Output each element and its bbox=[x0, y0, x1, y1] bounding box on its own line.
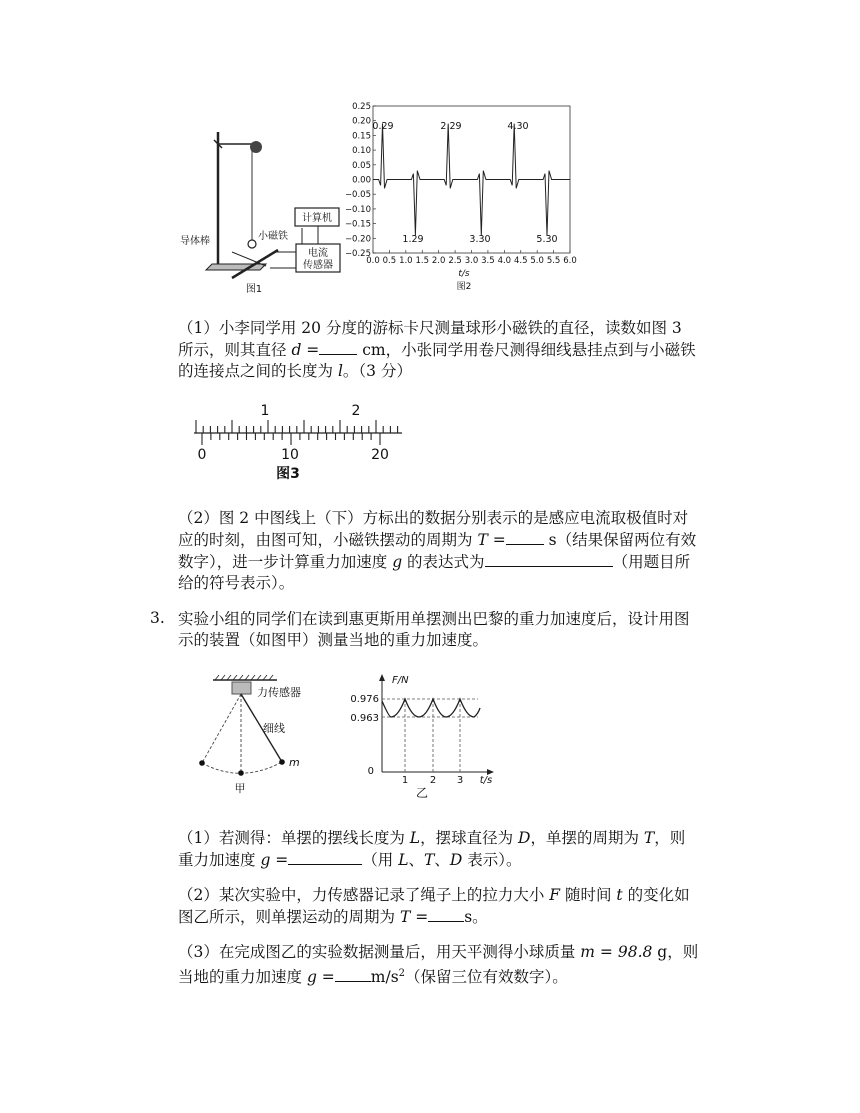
yi-xlabel: t/s bbox=[479, 775, 493, 786]
pendulum-ball-right-icon bbox=[279, 759, 285, 765]
fig2-ytick-label: 0.05 bbox=[352, 160, 371, 171]
fig2-xlabel: t/s bbox=[458, 269, 470, 279]
unit-ms: m/s bbox=[370, 968, 399, 987]
var-T-3: T bbox=[424, 851, 435, 869]
figure-3-vernier bbox=[188, 400, 408, 485]
q3-2-line2a: 图乙所示，则单摆运动的周期为 bbox=[178, 908, 400, 926]
figure-yi-caption: 乙 bbox=[415, 786, 429, 800]
figure-1-caption: 图1 bbox=[245, 284, 263, 295]
fig2-ytick-label: 0.10 bbox=[352, 146, 371, 157]
question-2-2 bbox=[178, 508, 738, 594]
q3-2-line1b: 随时间 bbox=[560, 886, 617, 904]
fig2-ytick-label: −0.15 bbox=[344, 219, 371, 230]
fig2-xtick-label: 1.0 bbox=[399, 256, 413, 266]
label-string: 细线 bbox=[263, 722, 285, 735]
q2-line1: （2）图 2 中图线上（下）方标出的数据分别表示的是感应电流取极值时对 bbox=[178, 509, 689, 527]
q3-3-line2d: （保留三位有效数字）。 bbox=[405, 968, 568, 987]
fig2-ytick-label: −0.25 bbox=[344, 249, 371, 259]
answer-blank-T[interactable] bbox=[506, 529, 544, 545]
q3-1-line2a: 重力加速度 bbox=[178, 851, 261, 869]
q2-line2c: s（结果保留两位有效 bbox=[543, 531, 697, 549]
q3-2-line1c: 的变化如 bbox=[622, 886, 690, 904]
mass-value: 98.8 bbox=[617, 943, 653, 961]
fig3-bottom-label-10: 10 bbox=[281, 447, 299, 463]
var-T: T bbox=[477, 531, 488, 549]
q3-1-line1d: ，则 bbox=[654, 829, 686, 847]
question-2-1 bbox=[178, 318, 738, 382]
q2-line2a: 应的时刻，由图可知，小磁铁摆动的周期为 bbox=[178, 531, 478, 549]
label-mass-m: m bbox=[289, 756, 300, 769]
var-L-2: L bbox=[398, 851, 409, 869]
q3-2-line2b: = bbox=[410, 908, 429, 926]
q2-line4: 给的符号表示）。 bbox=[178, 574, 295, 592]
q3-1-line1c: ，单摆的周期为 bbox=[530, 829, 644, 847]
figure-2-chart bbox=[340, 100, 585, 295]
var-l: l bbox=[337, 362, 343, 380]
fig2-xtick-label: 1.5 bbox=[415, 256, 430, 266]
q3-1-line1a: （1）若测得：单摆的摆线长度为 bbox=[178, 829, 410, 847]
fig3-top-label-2: 2 bbox=[351, 403, 361, 419]
q2-line3c: （用题目所 bbox=[612, 553, 691, 571]
answer-blank-period[interactable] bbox=[428, 906, 464, 922]
question-3-3 bbox=[178, 942, 758, 988]
fig3-bottom-label-0: 0 bbox=[197, 447, 207, 463]
var-D: D bbox=[518, 829, 531, 847]
question-3-1 bbox=[178, 828, 758, 871]
unit-exponent: 2 bbox=[398, 968, 406, 979]
fig2-ytick-label: 0.00 bbox=[352, 175, 371, 186]
q1-line2a: 所示，则其直径 bbox=[178, 341, 292, 359]
fig2-xtick-label: 2.5 bbox=[448, 256, 462, 266]
label-sensor-2: 传感器 bbox=[303, 260, 333, 271]
var-g: g bbox=[392, 553, 403, 571]
q3-1-line2b: = bbox=[270, 851, 289, 869]
label-sensor-1: 电流 bbox=[308, 248, 328, 259]
label-rod: 导体棒 bbox=[180, 236, 210, 247]
var-g-2: g bbox=[260, 851, 271, 869]
fig2-xtick-label: 3.5 bbox=[481, 256, 495, 266]
answer-blank-g-value[interactable] bbox=[335, 966, 371, 982]
var-t: t bbox=[616, 886, 623, 904]
answer-blank-g-expr[interactable] bbox=[485, 551, 613, 567]
yi-xtick-3: 3 bbox=[456, 775, 464, 786]
label-magnet: 小磁铁 bbox=[258, 231, 288, 242]
label-force-sensor: 力传感器 bbox=[257, 686, 301, 699]
peak-up-label-2: 2.29 bbox=[440, 121, 462, 132]
yi-ylabel: F/N bbox=[392, 675, 409, 686]
fig2-xtick-label: 4.5 bbox=[513, 256, 528, 266]
q3-3-line1c: g，则 bbox=[652, 943, 699, 961]
figure-jia-caption: 甲 bbox=[234, 782, 246, 795]
fig3-top-label-1: 1 bbox=[260, 403, 270, 419]
fig2-xtick-label: 6.0 bbox=[563, 256, 577, 266]
var-m: m bbox=[580, 943, 595, 961]
var-T-2: T bbox=[643, 829, 655, 847]
q3-2-line1a: （2）某次实验中，力传感器记录了绳子上的拉力大小 bbox=[178, 886, 550, 904]
fig2-ytick-label: −0.10 bbox=[344, 204, 371, 215]
var-D-2: D bbox=[449, 851, 463, 869]
q3-1-line1b: ，摆球直径为 bbox=[420, 829, 519, 847]
peak-down-label-1: 1.29 bbox=[402, 234, 424, 245]
yi-y-hi: 0.976 bbox=[350, 694, 379, 705]
q3-3-line1a: （3）在完成图乙的实验数据测量后，用天平测得小球质量 bbox=[178, 943, 581, 961]
figure-1-apparatus bbox=[170, 120, 345, 300]
figure-3-caption: 图3 bbox=[276, 466, 300, 482]
sep-2: 、 bbox=[434, 851, 450, 869]
q3-3-line2b: = bbox=[316, 968, 335, 987]
figure-2-caption: 图2 bbox=[456, 282, 472, 292]
question-3-number: 3. bbox=[150, 609, 165, 627]
fig2-ytick-label: 0.20 bbox=[352, 116, 371, 127]
var-T-4: T bbox=[399, 908, 411, 926]
q2-line3a: 数字），进一步计算重力加速度 bbox=[178, 553, 393, 571]
figure-yi-chart bbox=[340, 670, 505, 802]
question-3-stem bbox=[178, 609, 758, 651]
pendulum-ball-left-icon bbox=[199, 760, 205, 766]
fig2-xtick-label: 3.0 bbox=[464, 256, 479, 266]
sep-1: 、 bbox=[408, 851, 425, 869]
fig2-ytick-label: −0.20 bbox=[344, 234, 371, 245]
figure-jia-pendulum bbox=[195, 672, 330, 800]
force-sensor-icon bbox=[232, 682, 251, 694]
fig2-ytick-label: −0.05 bbox=[344, 190, 371, 201]
answer-blank-d[interactable] bbox=[319, 339, 357, 355]
var-g-3: g bbox=[306, 968, 317, 987]
var-F: F bbox=[549, 886, 561, 904]
fig2-xtick-label: 4.0 bbox=[497, 256, 512, 266]
fig2-xtick-label: 5.5 bbox=[546, 256, 561, 266]
yi-y-lo: 0.963 bbox=[350, 713, 379, 724]
fig2-xtick-label: 0.0 bbox=[366, 256, 380, 266]
q1-line3a: 的连接点之间的长度为 bbox=[178, 362, 338, 380]
yi-xtick-1: 1 bbox=[401, 775, 409, 786]
q3-2-line2c: s。 bbox=[464, 908, 488, 926]
q2-line2b: = bbox=[487, 531, 506, 549]
peak-down-label-3: 5.30 bbox=[536, 234, 558, 245]
pendulum-ball-center-icon bbox=[238, 770, 244, 776]
q1-line2b: = bbox=[301, 341, 320, 359]
fig2-ytick-label: 0.15 bbox=[352, 131, 371, 142]
q1-line3b: 。（3 分） bbox=[342, 362, 412, 380]
q3-1-line2d: 表示）。 bbox=[462, 851, 522, 869]
var-L: L bbox=[409, 829, 421, 847]
q3-line2: 示的装置（如图甲）测量当地的重力加速度。 bbox=[178, 631, 489, 649]
fig2-xtick-label: 2.0 bbox=[431, 256, 446, 266]
answer-blank-g-formula[interactable] bbox=[288, 849, 362, 865]
yi-origin: 0 bbox=[367, 766, 374, 777]
q2-line3b: 的表达式为 bbox=[402, 553, 485, 571]
q3-1-line2c: （用 bbox=[362, 851, 399, 869]
question-3-2 bbox=[178, 885, 758, 928]
q3-line1: 实验小组的同学们在读到惠更斯用单摆测出巴黎的重力加速度后，设计用图 bbox=[178, 610, 690, 628]
fig2-ytick-label: 0.25 bbox=[352, 102, 371, 112]
peak-up-label-1: 0.29 bbox=[372, 121, 394, 132]
yi-xtick-2: 2 bbox=[429, 775, 437, 786]
fig3-bottom-label-20: 20 bbox=[371, 447, 389, 463]
peak-up-label-3: 4.30 bbox=[507, 121, 529, 132]
q3-3-line2a: 当地的重力加速度 bbox=[178, 968, 307, 987]
q1-line2c: cm，小张同学用卷尺测得细线悬挂点到与小磁铁 bbox=[357, 341, 696, 359]
fig2-xtick-label: 0.5 bbox=[382, 256, 397, 266]
label-computer: 计算机 bbox=[302, 213, 332, 224]
q3-3-line1b: = bbox=[595, 943, 618, 961]
magnet-ball-icon bbox=[248, 240, 256, 248]
q1-line1: （1）小李同学用 20 分度的游标卡尺测量球形小磁铁的直径，读数如图 3 bbox=[178, 319, 682, 337]
peak-down-label-2: 3.30 bbox=[469, 234, 491, 245]
fig2-xtick-label: 5.0 bbox=[530, 256, 544, 266]
var-d: d bbox=[291, 341, 302, 359]
